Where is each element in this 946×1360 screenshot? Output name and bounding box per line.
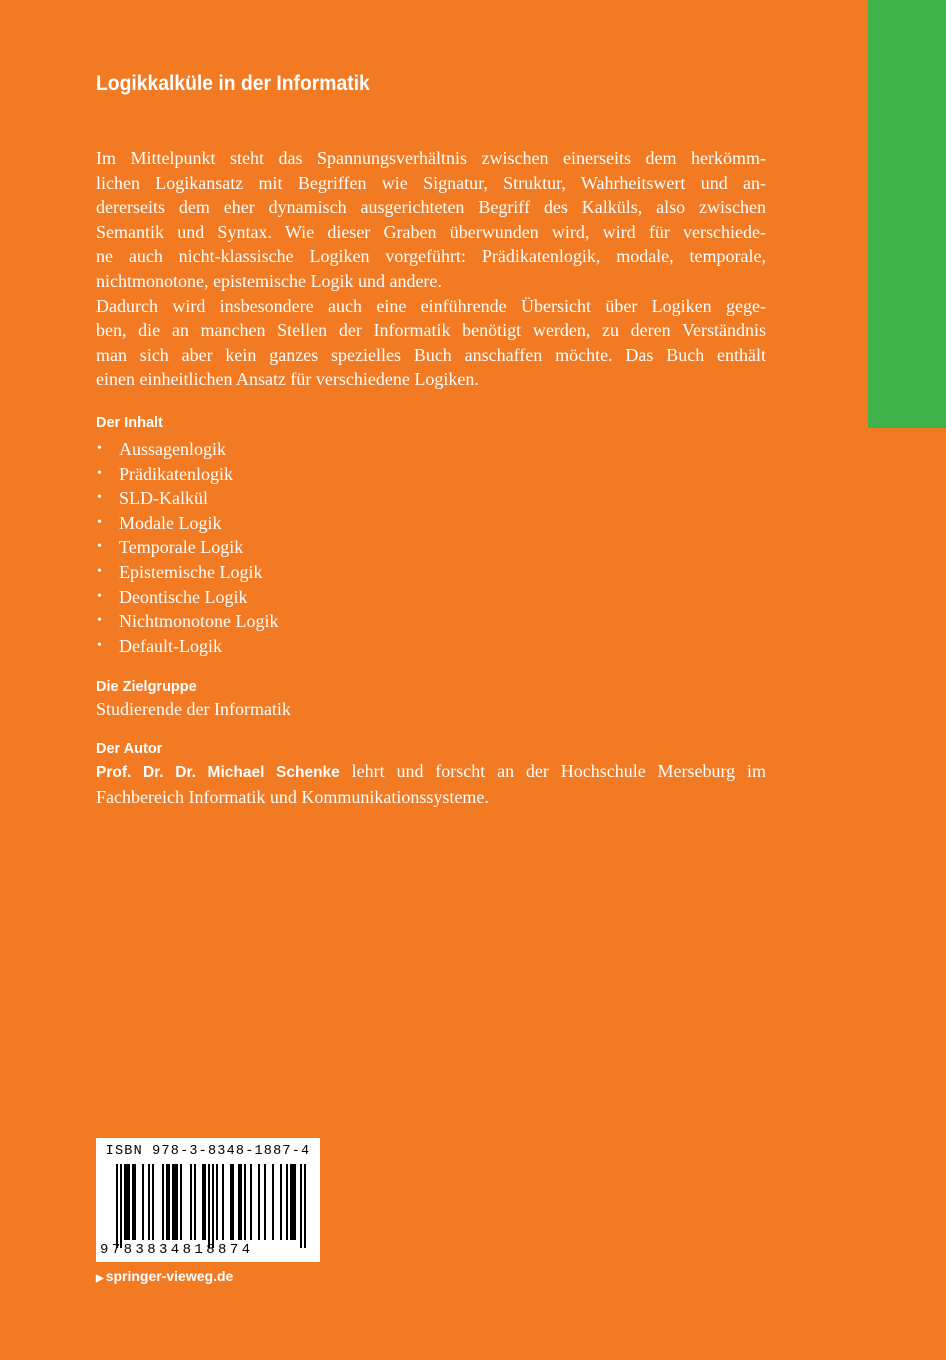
green-accent-bar [868,0,946,428]
bullet-icon: • [97,490,102,506]
bullet-icon: • [97,539,102,555]
list-item [96,486,766,511]
barcode-bar [216,1164,218,1240]
barcode-bar [152,1164,154,1240]
barcode-bar [294,1164,296,1240]
author-paragraph [96,759,766,810]
barcode-bar [128,1164,130,1240]
intro-line: ne auch nicht-klassische Logiken vorgeführt: Prädikatenlogik, modale, temporale, [96,246,766,267]
barcode-bar [202,1164,204,1240]
barcode-bar [120,1164,122,1248]
barcode-bar [162,1164,164,1240]
list-item [96,634,766,659]
overview-line: ben, die an manchen Stellen der Informatik benötigt werden, zu deren Verständnis [96,320,766,341]
publisher-website[interactable] [96,1268,233,1284]
barcode-bar [258,1164,260,1240]
list-item [96,511,766,536]
barcode-bar [212,1164,214,1248]
bullet-icon: • [97,465,102,481]
list-item-label: Deontische Logik [119,586,248,607]
contents-heading: Der Inhalt [96,414,163,431]
bullet-icon: • [97,514,102,530]
intro-line: Im Mittelpunkt steht das Spannungsverhältnis zwischen einerseits dem herkömm- [96,148,766,168]
barcode-bar [286,1164,288,1240]
barcode-bar [148,1164,150,1240]
website-url: springer-vieweg.de [105,1268,234,1284]
barcode-bar [190,1164,192,1240]
barcode-bar [194,1164,196,1240]
barcode-bar [272,1164,274,1240]
barcode-bar [208,1164,210,1248]
author-line: Fachbereich Informatik und Kommunikationssysteme. [96,787,489,808]
barcode-bar [250,1164,252,1240]
barcode-bar [300,1164,302,1248]
barcode-bar [222,1164,224,1240]
bullet-icon: • [97,440,102,456]
barcode-bar [232,1164,234,1240]
audience-text: Studierende der Informatik [96,699,291,720]
intro-paragraph [96,146,766,294]
barcode-bar [204,1164,206,1240]
bullet-icon: • [97,588,102,604]
barcode-bar [166,1164,168,1240]
list-item [96,535,766,560]
barcode-bar [174,1164,176,1240]
barcode-bar [290,1164,292,1240]
list-item [96,437,766,462]
barcode-bar [240,1164,242,1240]
book-title: Logikkalküle in der Informatik [96,72,370,95]
barcode-bar [134,1164,136,1240]
barcode-bar [244,1164,246,1240]
barcode-bar [172,1164,174,1240]
overview-line: Dadurch wird insbesondere auch eine einführende Übersicht über Logiken gege- [96,295,766,316]
list-item [96,560,766,585]
barcode-bar [176,1164,178,1240]
intro-line: dererseits dem eher dynamisch ausgerichteten Begriff des Kalküls, also zwischen [96,197,766,218]
ean-digits: 9783834818874 [100,1242,254,1258]
overview-line: einen einheitlichen Ansatz für verschiedene Logiken. [96,369,479,390]
list-item-label: Epistemische Logik [119,561,263,582]
audience-heading: Die Zielgruppe [96,679,197,696]
barcode-bar [126,1164,128,1240]
list-item-label: Default-Logik [119,635,222,656]
contents-list [96,437,766,658]
barcode-bar [230,1164,232,1240]
barcode-bar [238,1164,240,1240]
list-item-label: Aussagenlogik [119,438,226,459]
barcode-bar [168,1164,170,1240]
arrow-right-icon: ▶ [96,1273,104,1284]
barcode-bar [132,1164,134,1240]
barcode-bar [292,1164,294,1240]
back-cover-text [96,146,766,810]
overview-paragraph [96,294,766,392]
author-line [96,759,766,786]
list-item [96,585,766,610]
list-item-label: Modale Logik [119,512,222,533]
intro-line: nichtmonotone, epistemische Logik und andere. [96,270,442,291]
intro-line: Semantik und Syntax. Wie dieser Graben überwunden wird, wird für verschiede- [96,221,766,242]
bullet-icon: • [97,613,102,629]
barcode-bar [180,1164,182,1240]
bullet-icon: • [97,563,102,579]
author-name: Prof. Dr. Dr. Michael Schenke [96,763,340,781]
isbn-barcode [96,1138,320,1262]
list-item-label: SLD-Kalkül [119,488,208,509]
author-heading: Der Autor [96,740,163,757]
barcode-bar [124,1164,126,1240]
list-item [96,609,766,634]
author-line-rest: lehrt und forscht an der Hochschule Merseburg im [339,760,766,781]
list-item [96,462,766,487]
barcode-bar [116,1164,118,1248]
overview-line: man sich aber kein ganzes spezielles Buch anschaffen möchte. Das Buch enthält [96,344,766,365]
list-item-label: Nichtmonotone Logik [119,611,279,632]
isbn-label: ISBN 978-3-8348-1887-4 [105,1144,311,1159]
list-item-label: Prädikatenlogik [119,463,233,484]
bullet-icon: • [97,637,102,653]
barcode-bar [264,1164,266,1240]
intro-line: lichen Logikansatz mit Begriffen wie Signatur, Struktur, Wahrheitswert und an- [96,172,766,193]
barcode-bar [304,1164,306,1248]
list-item-label: Temporale Logik [119,537,244,558]
barcode-bar [280,1164,282,1240]
barcode-bar [142,1164,144,1240]
